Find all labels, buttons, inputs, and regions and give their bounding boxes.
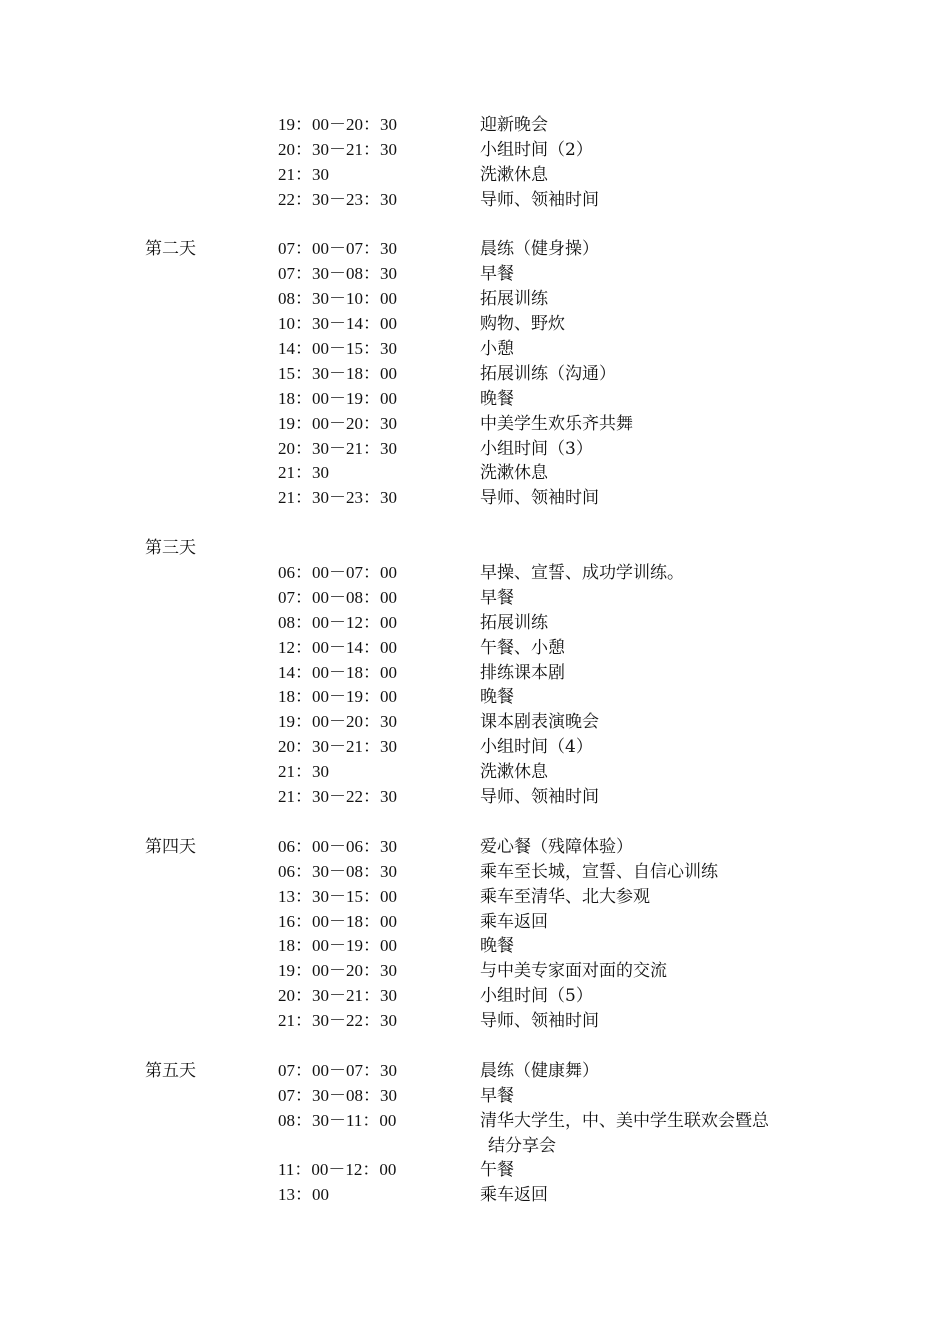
activity: 午餐、小憩 [480,637,565,658]
schedule-row [0,910,950,935]
activity: 爱心餐（残障体验） [480,836,633,857]
time-range: 21：30－23：30 [278,488,397,508]
time-range: 13：00 [278,1185,329,1205]
activity: 乘车返回 [480,1185,548,1206]
schedule-row [0,710,950,735]
activity: 购物、野炊 [480,314,565,335]
activity: 早餐 [480,587,514,608]
activity: 与中美专家面对面的交流 [480,961,667,982]
activity: 洗漱休息 [480,762,548,783]
time-range: 20：30－21：30 [278,986,397,1006]
activity: 小组时间（3） [480,438,593,459]
schedule-row [0,1134,950,1159]
section-spacer [0,511,950,536]
day-label: 第四天 [145,836,196,857]
schedule-row [0,461,950,486]
activity: 晨练（健康舞） [480,1060,599,1081]
activity-continuation: 结分享会 [488,1135,556,1156]
activity: 拓展训练 [480,612,548,633]
time-range: 18：00－19：00 [278,687,397,707]
time-range: 14：00－15：30 [278,339,397,359]
activity: 小组时间（2） [480,139,593,160]
schedule-row [0,760,950,785]
activity: 导师、领袖时间 [480,1011,599,1032]
time-range: 21：30 [278,164,329,184]
schedule-list [0,113,950,1208]
schedule-row [0,536,950,561]
activity: 导师、领袖时间 [480,488,599,509]
schedule-row [0,785,950,810]
schedule-row [0,835,950,860]
schedule-row [0,163,950,188]
time-range: 21：30 [278,762,329,782]
time-range: 06：00－07：00 [278,563,397,583]
schedule-row [0,860,950,885]
activity: 乘车返回 [480,911,548,932]
day-label: 第三天 [145,538,196,559]
schedule-row [0,412,950,437]
activity: 课本剧表演晚会 [480,712,599,733]
time-range: 10：30－14：00 [278,314,397,334]
time-range: 20：30－21：30 [278,438,397,458]
activity: 早餐 [480,1085,514,1106]
time-range: 22：30－23：30 [278,189,397,209]
activity: 导师、领袖时间 [480,189,599,210]
activity: 排练课本剧 [480,662,565,683]
activity: 导师、领袖时间 [480,787,599,808]
day-label: 第五天 [145,1060,196,1081]
time-range: 16：00－18：00 [278,911,397,931]
schedule-row [0,387,950,412]
schedule-row [0,661,950,686]
activity: 迎新晚会 [480,115,548,135]
schedule-row [0,113,950,138]
schedule-row [0,1183,950,1208]
day-label: 第二天 [145,239,196,260]
schedule-row [0,885,950,910]
activity: 乘车至长城，宣誓、自信心训练 [480,861,718,882]
section-spacer [0,1034,950,1059]
time-range: 07：30－08：30 [278,264,397,284]
section-spacer [0,213,950,238]
schedule-row [0,337,950,362]
activity: 早操、宣誓、成功学训练。 [480,563,684,584]
time-range: 08：00－12：00 [278,612,397,632]
time-range: 20：30－21：30 [278,737,397,757]
activity: 午餐 [480,1160,514,1181]
activity: 小组时间（5） [480,986,593,1007]
schedule-row [0,735,950,760]
time-range: 13：30－15：00 [278,886,397,906]
activity: 洗漱休息 [480,164,548,185]
schedule-row [0,1084,950,1109]
activity: 晚餐 [480,687,514,708]
schedule-row [0,959,950,984]
schedule-row [0,486,950,511]
activity: 晚餐 [480,388,514,409]
activity: 拓展训练（沟通） [480,363,616,384]
time-range: 18：00－19：00 [278,388,397,408]
schedule-row [0,262,950,287]
time-range: 18：00－19：00 [278,936,397,956]
schedule-row [0,586,950,611]
time-range: 07：00－08：00 [278,587,397,607]
time-range: 15：30－18：00 [278,363,397,383]
schedule-row [0,362,950,387]
time-range: 19：00－20：30 [278,115,397,134]
schedule-row [0,636,950,661]
schedule-row [0,1158,950,1183]
activity: 中美学生欢乐齐共舞 [480,413,633,434]
schedule-row [0,934,950,959]
time-range: 21：30－22：30 [278,1011,397,1031]
activity: 晨练（健身操） [480,239,599,260]
schedule-row [0,611,950,636]
schedule-row [0,1059,950,1084]
activity: 晚餐 [480,936,514,957]
time-range: 06：30－08：30 [278,861,397,881]
schedule-row [0,437,950,462]
time-range: 21：30 [278,463,329,483]
time-range: 19：00－20：30 [278,712,397,732]
activity: 小憩 [480,339,514,360]
schedule-row [0,188,950,213]
time-range: 19：00－20：30 [278,413,397,433]
time-range: 07：30－08：30 [278,1085,397,1105]
time-range: 08：30－11：00 [278,1110,397,1130]
time-range: 21：30－22：30 [278,787,397,807]
activity: 清华大学生，中、美中学生联欢会暨总 [480,1110,769,1131]
schedule-row [0,984,950,1009]
time-range: 06：00－06：30 [278,836,397,856]
section-spacer [0,810,950,835]
schedule-row [0,561,950,586]
activity: 小组时间（4） [480,737,593,758]
activity: 洗漱休息 [480,463,548,484]
time-range: 08：30－10：00 [278,289,397,309]
schedule-row [0,312,950,337]
schedule-row [0,685,950,710]
schedule-row [0,1109,950,1134]
activity: 乘车至清华、北大参观 [480,886,650,907]
schedule-row [0,1009,950,1034]
time-range: 19：00－20：30 [278,961,397,981]
time-range: 14：00－18：00 [278,662,397,682]
time-range: 12：00－14：00 [278,637,397,657]
activity: 早餐 [480,264,514,285]
activity: 拓展训练 [480,289,548,310]
time-range: 20：30－21：30 [278,139,397,159]
schedule-row [0,138,950,163]
time-range: 11：00－12：00 [278,1160,397,1180]
schedule-row [0,237,950,262]
time-range: 07：00－07：30 [278,239,397,259]
time-range: 07：00－07：30 [278,1060,397,1080]
schedule-row [0,287,950,312]
